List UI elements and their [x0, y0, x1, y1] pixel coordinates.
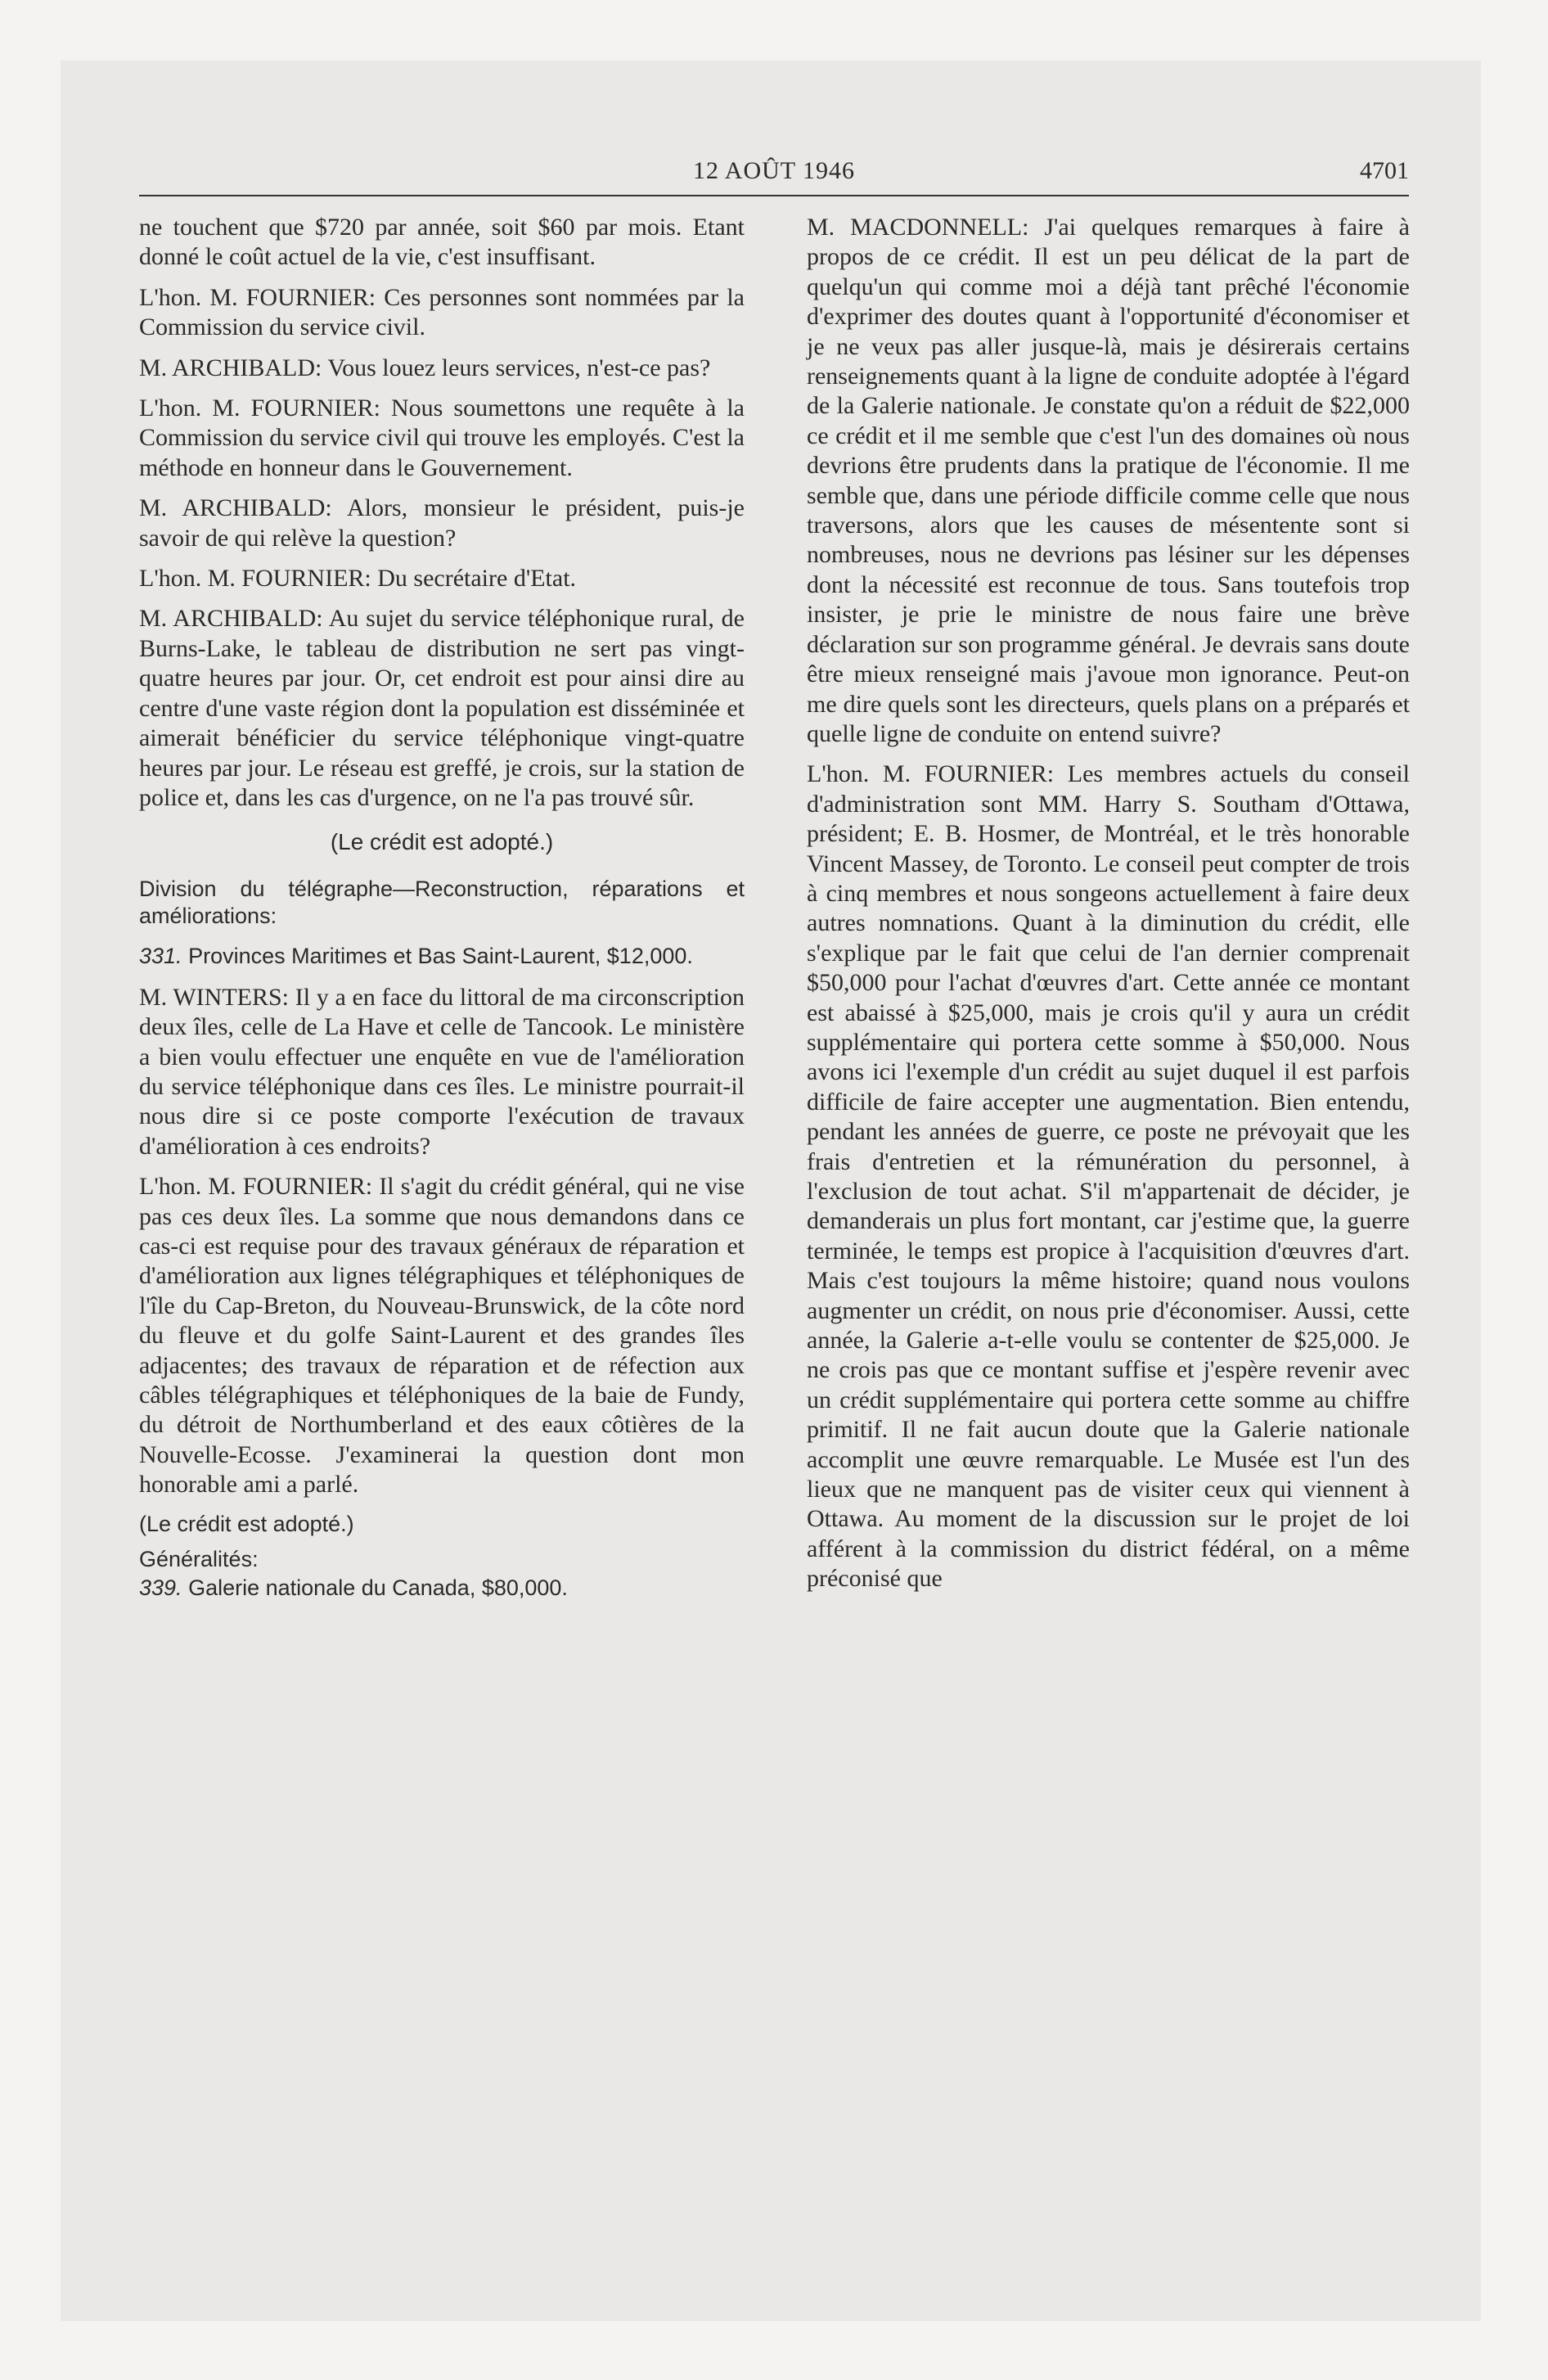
header-rule: [139, 195, 1409, 196]
motion-adopted: (Le crédit est adopté.): [330, 829, 554, 855]
header-date: 12 AOÛT 1946: [692, 157, 856, 184]
paragraph: L'hon. M. FOURNIER: Les membres actuels du conseil d'administration sont MM. Harry S. Southam d'Ottawa, président; E. B. Hosmer, de Montréal, et le très honorable Vincent Massey, de Toronto. Le conseil peut compter de trois à cinq membres et nous songeons actuellement à faire deux autres nomnations. Quant à la diminution du crédit, elle s'explique par le fait que celui de l'an dernier comprenait $50,000 pour l'achat d'œuvres d'art. Cette année ce montant est abaissé à $25,000, mais je crois qu'il y aura un crédit supplémentaire qui portera cette somme à $50,000. Nous avons ici l'exemple d'un crédit au sujet duquel il est parfois difficile de faire accepter une augmentation. Bien entendu, pendant les années de guerre, ce poste ne prévoyait que les frais d'entretien et la rémunération du personnel, à l'exclusion de tout achat. S'il m'appartenait de décider, je demanderais un plus fort montant, car j'estime que, la guerre terminée, le temps est propice à l'acquisition d'œuvres d'art. Mais c'est toujours la même histoire; quand nous voulons augmenter un crédit, on nous prie d'économiser. Aussi, cette année, la Galerie a-t-elle voulu se contenter de $25,000. Je ne crois pas que ce montant suffise et j'espère revenir avec un crédit supplémentaire qui portera cette somme au chiffre primitif. Il ne fait aucun doute que la Galerie nationale accomplit une œuvre remarquable. Le Musée est l'un des lieux que ne manquent pas de visiter ceux qui viennent à Ottawa. Au moment de la discussion sur le projet de loi afférent à la commission du district fédéral, on a même préconisé que: [807, 760, 1410, 1593]
right-column: [807, 213, 1410, 1605]
section-heading: Généralités:: [139, 1546, 259, 1571]
paragraph: M. MACDONNELL: J'ai quelques remarques à faire à propos de ce crédit. Il est un peu délicat de la part de quelqu'un qui comme moi a déjà tant prêché l'économie d'exprimer des doutes quant à l'opportunité d'économiser et je ne veux pas aller jusque-là, mais je désirerais certains renseignements quant à la ligne de conduite adoptée à l'égard de la Galerie nationale. Je constate qu'on a réduit de $22,000 ce crédit et il me semble que c'est l'un des domaines où nous devrions être prudents dans la pratique de l'économie. Il me semble que, dans une période difficile comme celle que nous traversons, alors que les causes de mésentente sont si nombreuses, nous ne devrions pas lésiner sur les dépenses dont la nécessité est reconnue de tous. Sans toutefois trop insister, je prie le ministre de nous faire une brève déclaration sur son programme général. Je devrais sans doute être mieux renseigné mais j'avoue mon ignorance. Peut-on me dire quels sont les directeurs, quels plans on a préparés et quelle ligne de conduite on entend suivre?: [807, 214, 1410, 747]
vote-number: 331.: [139, 943, 182, 968]
paragraph: M. ARCHIBALD: Au sujet du service téléphonique rural, de Burns-Lake, le tableau de distribution ne sert pas vingt-quatre heures par jour. Or, cet endroit est pour ainsi dire au centre d'une vaste région dont la population est disséminée et aimerait bénéficier du service téléphonique vingt-quatre heures par jour. Le réseau est greffé, je crois, sur la station de police et, dans les cas d'urgence, on ne l'a pas trouvé sûr.: [139, 605, 745, 811]
section-heading: Division du télégraphe—Reconstruction, réparations et améliorations:: [139, 876, 745, 928]
paragraph: L'hon. M. FOURNIER: Nous soumettons une requête à la Commission du service civil qui trouve les employés. C'est la méthode en honneur dans le Gouvernement.: [139, 394, 745, 481]
paragraph: L'hon. M. FOURNIER: Du secrétaire d'Etat.: [139, 565, 577, 593]
motion-adopted: (Le crédit est adopté.): [139, 1511, 354, 1536]
page-header: [139, 152, 1409, 195]
vote-text: Provinces Maritimes et Bas Saint-Laurent, $12,000.: [188, 943, 693, 968]
paragraph: L'hon. M. FOURNIER: Ces personnes sont nommées par la Commission du service civil.: [139, 283, 745, 341]
left-column: [139, 213, 745, 1615]
page-number: 4701: [1360, 157, 1409, 184]
vote-item: [139, 943, 745, 970]
paragraph: M. ARCHIBALD: Vous louez leurs services, n'est-ce pas?: [139, 354, 711, 381]
vote-text: Galerie nationale du Canada, $80,000.: [188, 1575, 568, 1600]
paragraph: M. ARCHIBALD: Alors, monsieur le président, puis-je savoir de qui relève la question?: [139, 494, 745, 552]
vote-number: 339.: [139, 1575, 182, 1600]
paragraph: ne touchent que $720 par année, soit $60 par mois. Etant donné le coût actuel de la vie, c'est insuffisant.: [139, 214, 745, 271]
vote-item: [139, 1575, 745, 1602]
paragraph: L'hon. M. FOURNIER: Il s'agit du crédit général, qui ne vise pas ces deux îles. La somme que nous demandons dans ce cas-ci est requise pour des travaux généraux de réparation et d'amélioration aux lignes télégraphiques et téléphoniques de l'île du Cap-Breton, du Nouveau-Brunswick, de la côte nord du fleuve et du golfe Saint-Laurent et des grandes îles adjacentes; des travaux de réparation et de réfection aux câbles télégraphiques et téléphoniques de la baie de Fundy, du détroit de Northumberland et des eaux côtières de la Nouvelle-Ecosse. J'examinerai la question dont mon honorable ami a parlé.: [139, 1173, 745, 1499]
paragraph: M. WINTERS: Il y a en face du littoral de ma circonscription deux îles, celle de La Have et celle de Tancook. Le ministère a bien voulu effectuer une enquête en vue de l'amélioration du service téléphonique dans ces îles. Le ministre pourrait-il nous dire si ce poste comporte l'exécution de travaux d'amélioration à ces endroits?: [139, 983, 745, 1160]
